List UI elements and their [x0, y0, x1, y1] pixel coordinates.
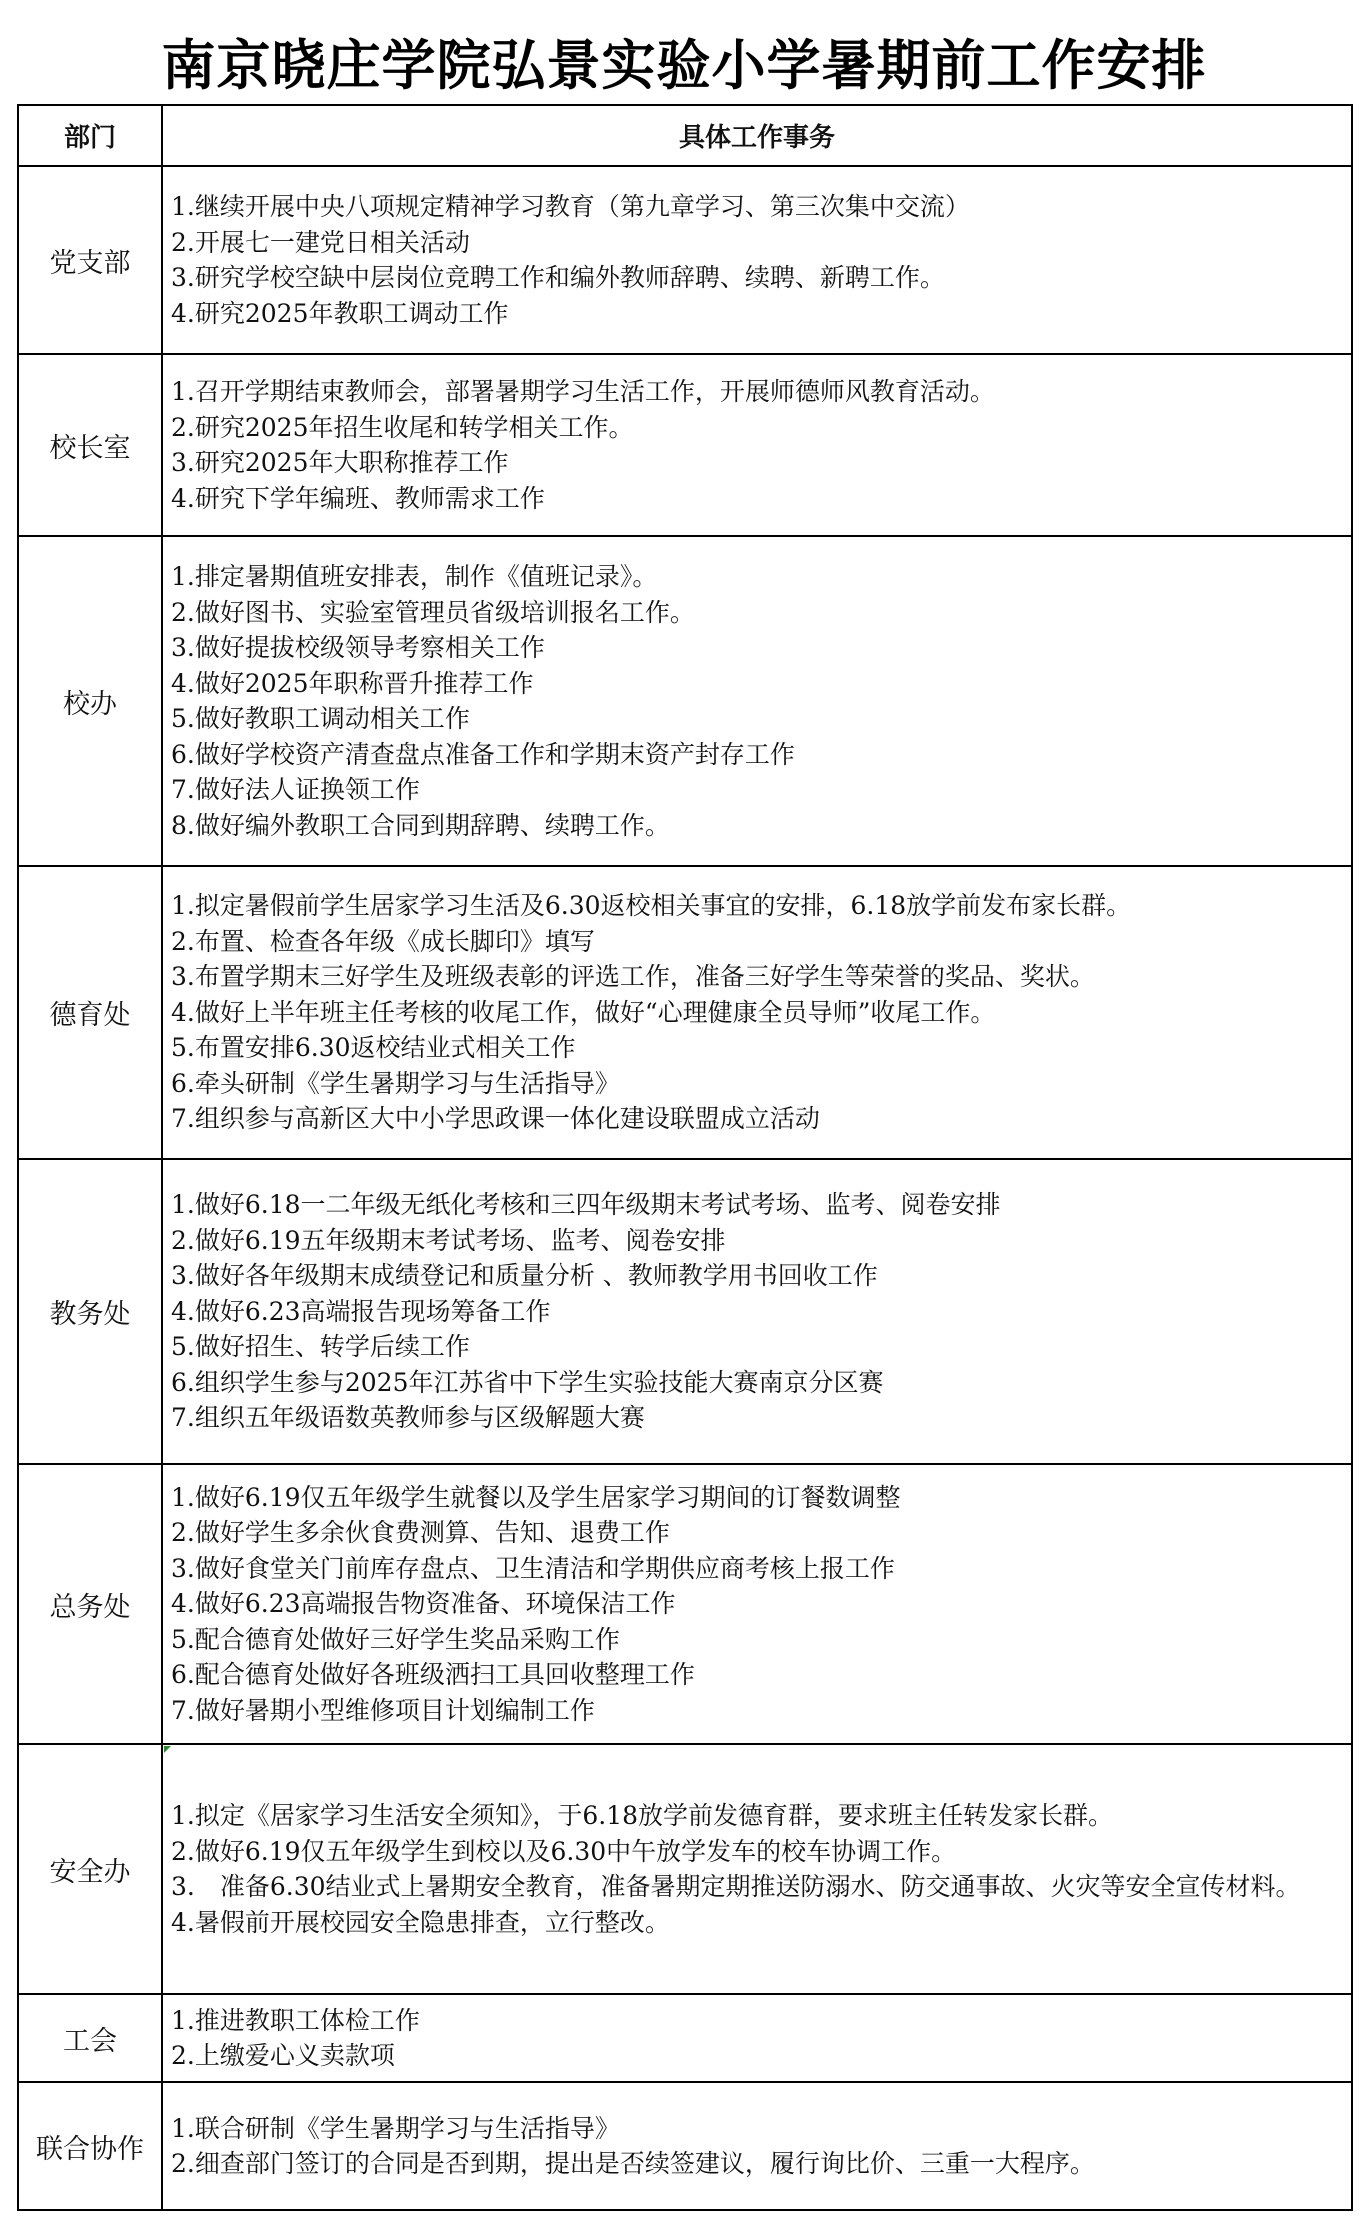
schedule-sheet [17, 18, 1351, 2211]
task-item: 1.联合研制《学生暑期学习与生活指导》 [171, 2113, 620, 2143]
task-item: 6.组织学生参与2025年江苏省中下学生实验技能大赛南京分区赛 [171, 1367, 884, 1397]
task-item: 1.推进教职工体检工作 [171, 2005, 420, 2035]
task-item: 4.做好6.23高端报告现场筹备工作 [171, 1296, 551, 1326]
table-row [18, 1159, 1352, 1464]
task-item: 7.做好法人证换领工作 [171, 775, 420, 804]
task-item: 2.布置、检查各年级《成长脚印》填写 [171, 926, 595, 956]
task-item: 2.上缴爱心义卖款项 [171, 2041, 395, 2070]
table-row [18, 1744, 1352, 1994]
task-item: 5.做好招生、转学后续工作 [171, 1332, 470, 1362]
task-item: 1.做好6.18一二年级无纸化考核和三四年级期末考试考场、监考、阅卷安排 [171, 1190, 1001, 1220]
table-row [18, 2082, 1352, 2210]
table-row [18, 1994, 1352, 2082]
task-item: 5.布置安排6.30返校结业式相关工作 [171, 1033, 576, 1063]
task-item: 7.组织参与高新区大中小学思政课一体化建设联盟成立活动 [171, 1104, 820, 1134]
task-item: 7.组织五年级语数英教师参与区级解题大赛 [171, 1403, 645, 1433]
header-tasks: 具体工作事务 [162, 105, 1352, 166]
tasks-cell [162, 354, 1352, 536]
task-item: 4.做好2025年职称晋升推荐工作 [171, 668, 534, 698]
table-row [18, 354, 1352, 536]
table-body [18, 166, 1352, 2210]
dept-cell: 教务处 [18, 1159, 162, 1464]
task-item: 7.做好暑期小型维修项目计划编制工作 [171, 1695, 595, 1725]
task-item: 2.开展七一建党日相关活动 [171, 227, 470, 257]
task-item: 6.做好学校资产清查盘点准备工作和学期末资产封存工作 [171, 739, 795, 769]
table-row [18, 536, 1352, 866]
tasks-cell [162, 1744, 1352, 1994]
task-item: 3.做好提拔校级领导考察相关工作 [171, 633, 545, 662]
task-item: 4.做好6.23高端报告物资准备、环境保洁工作 [171, 1589, 676, 1619]
task-item: 2.做好图书、实验室管理员省级培训报名工作。 [171, 597, 695, 627]
task-item: 3.研究2025年大职称推荐工作 [171, 448, 509, 477]
task-item: 2.做好6.19五年级期末考试考场、监考、阅卷安排 [171, 1225, 726, 1255]
task-item: 3.研究学校空缺中层岗位竞聘工作和编外教师辞聘、续聘、新聘工作。 [171, 263, 945, 292]
task-item: 3.做好食堂关门前库存盘点、卫生清洁和学期供应商考核上报工作 [171, 1553, 895, 1583]
dept-cell: 德育处 [18, 866, 162, 1159]
header-dept: 部门 [18, 105, 162, 166]
schedule-table [17, 104, 1353, 2211]
task-item: 2.做好6.19仅五年级学生到校以及6.30中午放学发车的校车协调工作。 [171, 1836, 957, 1866]
task-item: 1.拟定《居家学习生活安全须知》，于6.18放学前发德育群，要求班主任转发家长群。 [171, 1801, 1114, 1830]
task-item: 1.继续开展中央八项规定精神学习教育（第九章学习、第三次集中交流） [171, 192, 970, 221]
task-item: 5.做好教职工调动相关工作 [171, 704, 470, 733]
task-item: 3.做好各年级期末成绩登记和质量分析 、教师教学用书回收工作 [171, 1261, 878, 1291]
task-item: 5.配合德育处做好三好学生奖品采购工作 [171, 1624, 620, 1654]
tasks-cell [162, 866, 1352, 1159]
task-item: 6.牵头研制《学生暑期学习与生活指导》 [171, 1068, 620, 1098]
dept-cell: 校办 [18, 536, 162, 866]
tasks-cell [162, 166, 1352, 354]
table-row [18, 866, 1352, 1159]
task-item: 2.研究2025年招生收尾和转学相关工作。 [171, 412, 634, 442]
dept-cell: 党支部 [18, 166, 162, 354]
tasks-cell [162, 1159, 1352, 1464]
dept-cell: 校长室 [18, 354, 162, 536]
task-item: 2.做好学生多余伙食费测算、告知、退费工作 [171, 1518, 670, 1548]
table-header-row [18, 105, 1352, 166]
dept-cell: 联合协作 [18, 2082, 162, 2210]
dept-cell: 安全办 [18, 1744, 162, 1994]
tasks-cell [162, 2082, 1352, 2210]
task-item: 2.细查部门签订的合同是否到期，提出是否续签建议，履行询比价、三重一大程序。 [171, 2149, 1095, 2178]
dept-cell: 总务处 [18, 1464, 162, 1744]
task-item: 1.排定暑期值班安排表，制作《值班记录》。 [171, 562, 658, 591]
tasks-cell [162, 536, 1352, 866]
task-item: 1.召开学期结束教师会，部署暑期学习生活工作，开展师德师风教育活动。 [171, 377, 995, 406]
tasks-cell [162, 1464, 1352, 1744]
page-title: 南京晓庄学院弘景实验小学暑期前工作安排 [161, 32, 1207, 97]
task-item: 4.研究下学年编班、教师需求工作 [171, 483, 545, 513]
task-item: 8.做好编外教职工合同到期辞聘、续聘工作。 [171, 810, 670, 840]
task-item: 1.做好6.19仅五年级学生就餐以及学生居家学习期间的订餐数调整 [171, 1482, 901, 1512]
tasks-cell [162, 1994, 1352, 2082]
task-item: 3. 准备6.30结业式上暑期安全教育，准备暑期定期推送防溺水、防交通事故、火灾等安全宣传材料。 [171, 1872, 1301, 1901]
table-row [18, 166, 1352, 354]
task-item: 4.做好上半年班主任考核的收尾工作，做好“心理健康全员导师”收尾工作。 [171, 997, 996, 1027]
task-item: 4.研究2025年教职工调动工作 [171, 298, 509, 328]
cell-comment-marker [164, 1746, 171, 1753]
task-item: 4.暑假前开展校园安全隐患排查，立行整改。 [171, 1907, 670, 1937]
task-item: 3.布置学期末三好学生及班级表彰的评选工作，准备三好学生等荣誉的奖品、奖状。 [171, 962, 1095, 992]
table-row [18, 1464, 1352, 1744]
dept-cell: 工会 [18, 1994, 162, 2082]
task-item: 6.配合德育处做好各班级洒扫工具回收整理工作 [171, 1660, 695, 1690]
task-item: 1.拟定暑假前学生居家学习生活及6.30返校相关事宜的安排，6.18放学前发布家长群。 [171, 891, 1132, 921]
